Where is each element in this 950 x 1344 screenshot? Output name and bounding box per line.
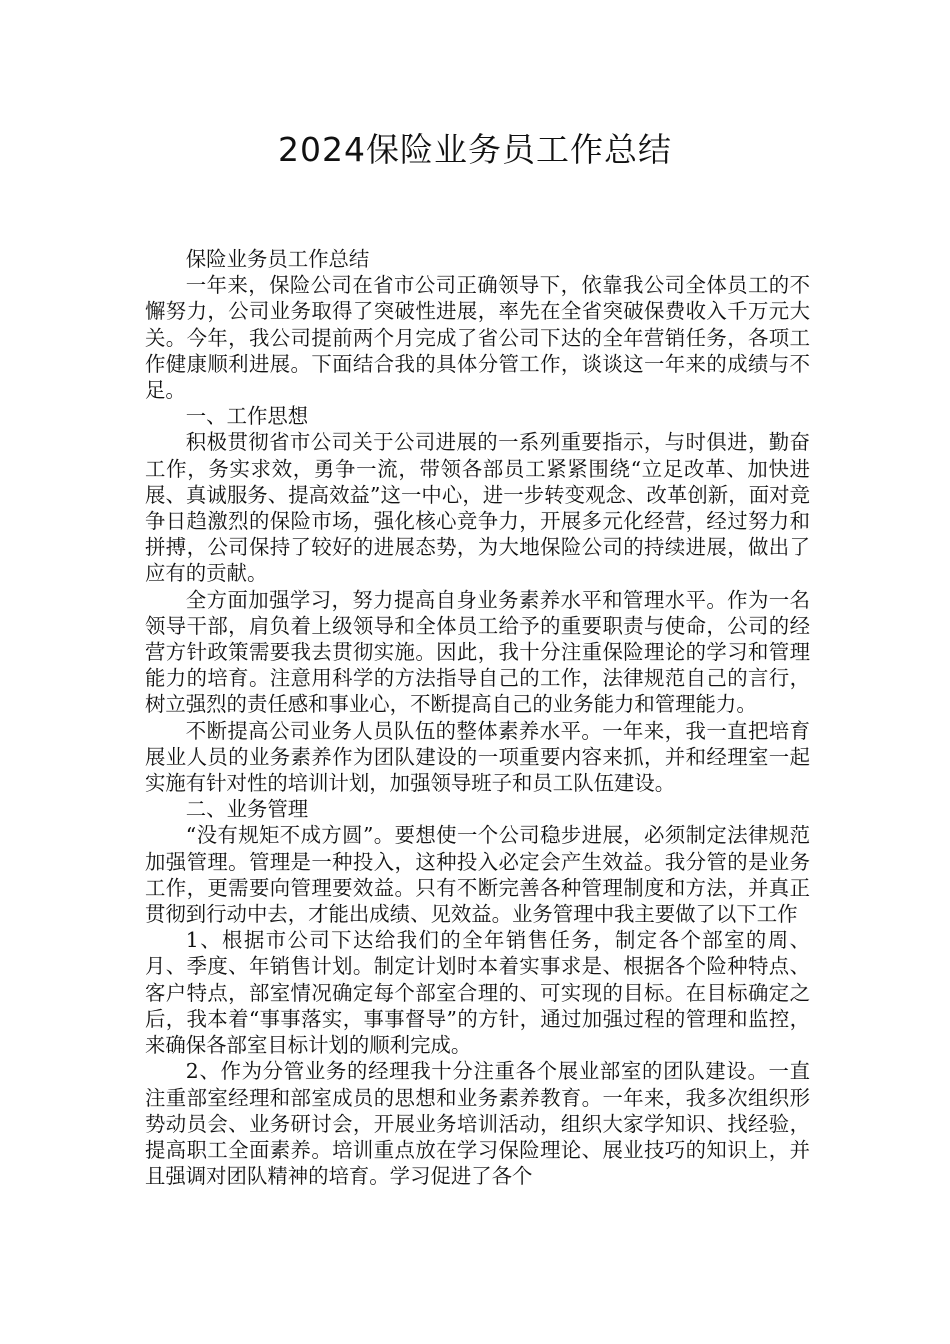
- body-paragraph: 积极贯彻省市公司关于公司进展的一系列重要指示，与时俱进，勤奋工作，务实求效，勇争一流，带领各部员工紧紧围绕“立足改革、加快进展、真诚服务、提高效益”这一中心，进一步转变观念、改革创新，面对竞争日趋激烈的保险市场，强化核心竞争力，开展多元化经营，经过努力和拼搏，公司保持了较好的进展态势，为大地保险公司的持续进展，做出了应有的贡献。: [145, 430, 810, 586]
- body-paragraph: 不断提高公司业务人员队伍的整体素养水平。一年来，我一直把培育展业人员的业务素养作为团队建设的一项重要内容来抓，并和经理室一起实施有针对性的培训计划，加强领导班子和员工队伍建设。: [145, 718, 810, 796]
- subtitle-paragraph: 保险业务员工作总结: [185, 247, 370, 271]
- list-item-paragraph: 2、作为分管业务的经理我十分注重各个展业部室的团队建设。一直注重部室经理和部室成员的思想和业务素养教育。一年来，我多次组织形势动员会、业务研讨会，开展业务培训活动，组织大家学知识、找经验，提高职工全面素养。培训重点放在学习保险理论、展业技巧的知识上，并且强调对团队精神的培育。学习促进了各个: [145, 1059, 810, 1189]
- document-title: 2024保险业务员工作总结: [278, 130, 672, 169]
- list-item-paragraph: 1、根据市公司下达给我们的全年销售任务，制定各个部室的周、月、季度、年销售计划。制定计划时本着实事求是、根据各个险种特点、客户特点，部室情况确定每个部室合理的、可实现的目标。在目标确定之后，我本着“事事落实，事事督导”的方针，通过加强过程的管理和监控，来确保各部室目标计划的顺利完成。: [145, 928, 810, 1058]
- intro-paragraph: 一年来，保险公司在省市公司正确领导下，依靠我公司全体员工的不懈努力，公司业务取得了突破性进展，率先在全省突破保费收入千万元大关。今年，我公司提前两个月完成了省公司下达的全年营销任务，各项工作健康顺利进展。下面结合我的具体分管工作，谈谈这一年来的成绩与不足。: [145, 273, 810, 403]
- body-paragraph: “没有规矩不成方圆”。要想使一个公司稳步进展，必须制定法律规范加强管理。管理是一种投入，这种投入必定会产生效益。我分管的是业务工作，更需要向管理要效益。只有不断完善各种管理制度和方法，并真正贯彻到行动中去，才能出成绩、见效益。业务管理中我主要做了以下工作: [145, 823, 810, 927]
- section-heading-work-thinking: 一、工作思想: [185, 404, 309, 429]
- body-paragraph: 全方面加强学习，努力提高自身业务素养水平和管理水平。作为一名领导干部，肩负着上级领导和全体员工给予的重要职责与使命，公司的经营方针政策需要我去贯彻实施。因此，我十分注重保险理论的学习和管理能力的培育。注意用科学的方法指导自己的工作，法律规范自己的言行，树立强烈的责任感和事业心，不断提高自己的业务能力和管理能力。: [145, 587, 810, 717]
- document-body: [145, 246, 810, 1189]
- section-heading-business-management: 二、业务管理: [185, 797, 309, 822]
